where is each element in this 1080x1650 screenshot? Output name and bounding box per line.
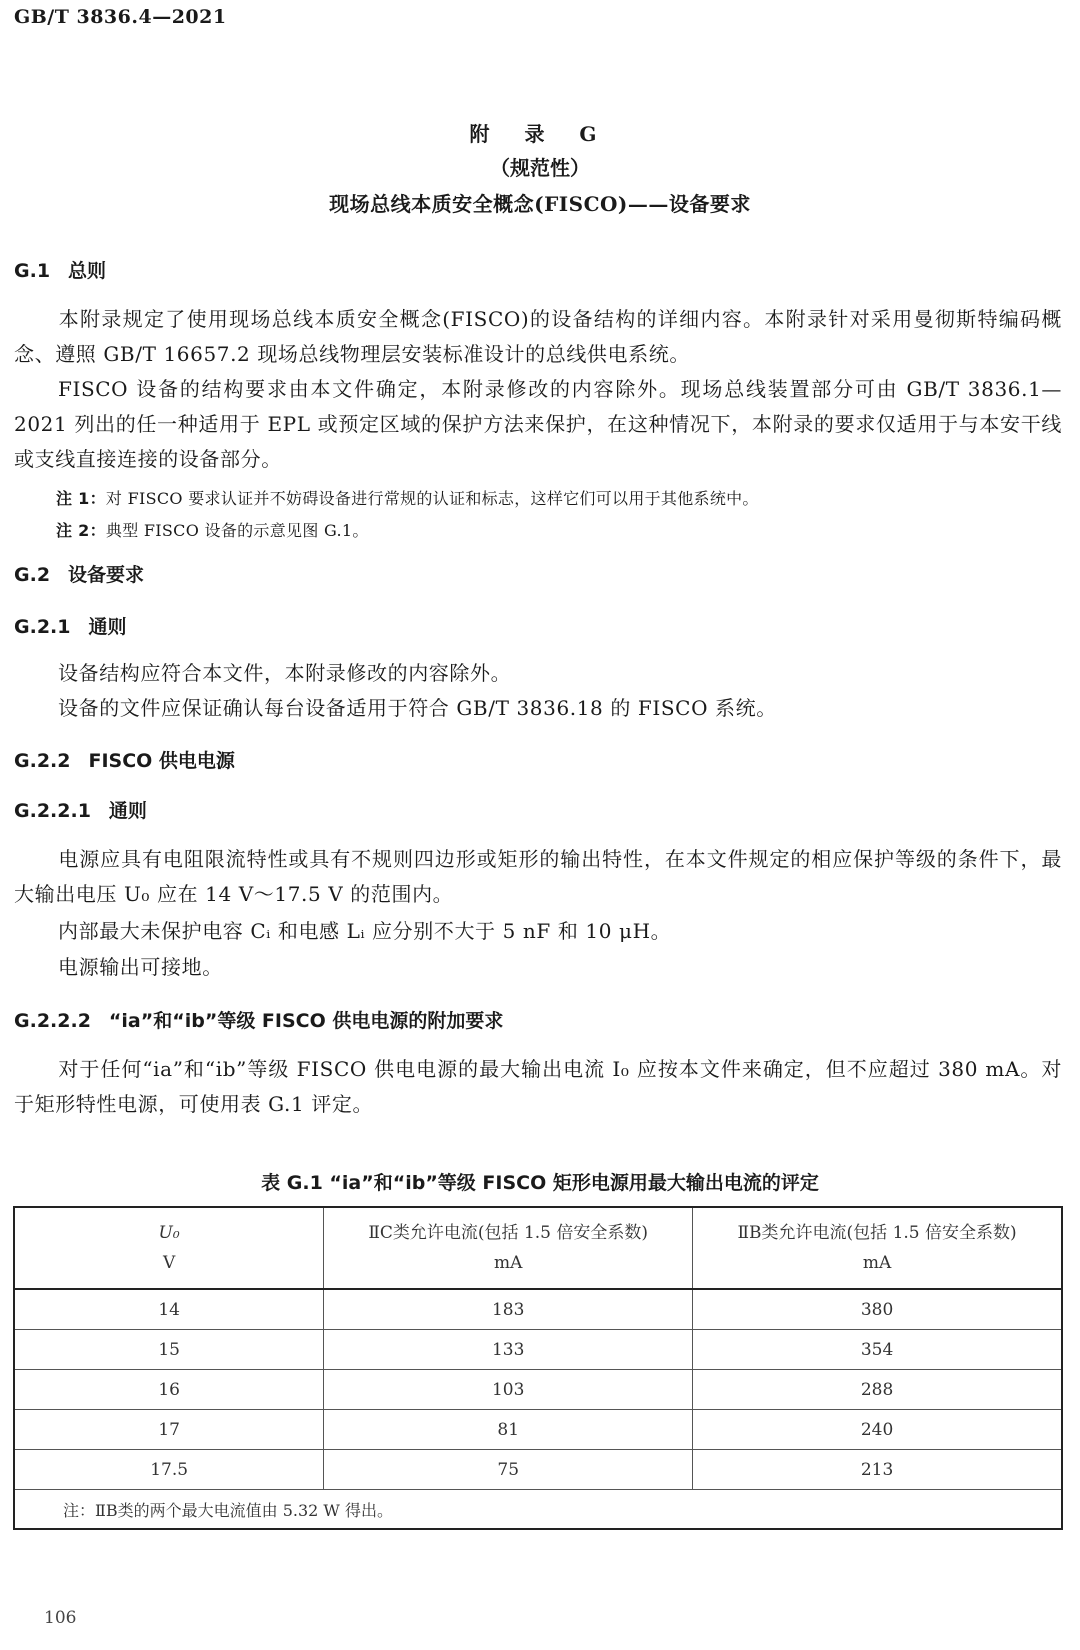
section-heading-g2-2-1	[14, 796, 147, 823]
table-header-row	[14, 1207, 1062, 1289]
standard-code: GB/T 3836.4—2021	[14, 6, 227, 28]
column-header-iib-current: ⅡB类允许电流(包括 1.5 倍安全系数) mA	[693, 1207, 1062, 1289]
table-cell: 240	[693, 1410, 1062, 1450]
table-cell: 81	[324, 1410, 693, 1450]
paragraph: 内部最大未保护电容 Cᵢ 和电感 Lᵢ 应分别不大于 5 nF 和 10 μH。	[58, 919, 672, 943]
table-cell: 16	[14, 1370, 324, 1410]
table-cell: 380	[693, 1289, 1062, 1330]
table-cell: 354	[693, 1330, 1062, 1370]
section-number: G.2.2.2	[14, 1010, 91, 1032]
section-number: G.2.2.1	[14, 800, 91, 822]
table-cell: 17.5	[14, 1450, 324, 1490]
annex-subtitle: 现场总线本质安全概念(FISCO)——设备要求	[329, 192, 751, 216]
table-row	[14, 1330, 1062, 1370]
section-title: “ia”和“ib”等级 FISCO 供电电源的附加要求	[108, 1010, 504, 1032]
column-header-voltage: U₀ V	[14, 1207, 324, 1289]
table-cell: 103	[324, 1370, 693, 1410]
table-note-row	[14, 1490, 1062, 1530]
section-title: FISCO 供电电源	[88, 750, 235, 772]
table-cell: 75	[324, 1450, 693, 1490]
paragraph: 电源输出可接地。	[58, 955, 223, 979]
table-caption: 表 G.1 “ia”和“ib”等级 FISCO 矩形电源用最大输出电流的评定	[261, 1172, 819, 1194]
table-row	[14, 1410, 1062, 1450]
page-number: 106	[44, 1608, 77, 1628]
column-header-iic-current: ⅡC类允许电流(包括 1.5 倍安全系数) mA	[324, 1207, 693, 1289]
section-heading-g2	[14, 560, 144, 587]
note-1: 注 1：对 FISCO 要求认证并不妨碍设备进行常规的认证和标志，这样它们可以用于其他系统中。	[56, 489, 759, 508]
section-number: G.2	[14, 564, 51, 586]
paragraph: 电源应具有电阻限流特性或具有不规则四边形或矩形的输出特性，在本文件规定的相应保护等级的条件下，最大输出电压 U₀ 应在 14 V～17.5 V 的范围内。	[14, 847, 1062, 906]
table-cell: 288	[693, 1370, 1062, 1410]
section-heading-g2-2-2	[14, 1006, 503, 1033]
paragraph: 对于任何“ia”和“ib”等级 FISCO 供电电源的最大输出电流 I₀ 应按本文件来确定，但不应超过 380 mA。对于矩形特性电源，可使用表 G.1 评定。	[14, 1057, 1062, 1116]
section-title: 通则	[108, 800, 147, 822]
table-row	[14, 1370, 1062, 1410]
paragraph: 设备的文件应保证确认每台设备适用于符合 GB/T 3836.18 的 FISCO 系统。	[58, 696, 777, 720]
current-rating-table	[13, 1206, 1063, 1530]
table-cell: 183	[324, 1289, 693, 1330]
table-cell: 15	[14, 1330, 324, 1370]
table-cell: 17	[14, 1410, 324, 1450]
section-number: G.2.1	[14, 616, 71, 638]
section-heading-g2-1	[14, 612, 127, 639]
table-cell: 213	[693, 1450, 1062, 1490]
table-note: 注：ⅡB类的两个最大电流值由 5.32 W 得出。	[14, 1490, 1062, 1530]
section-number: G.2.2	[14, 750, 71, 772]
section-title: 设备要求	[68, 564, 145, 586]
table-cell: 14	[14, 1289, 324, 1330]
table-cell: 133	[324, 1330, 693, 1370]
annex-title: 附 录 G	[469, 122, 611, 146]
note-2: 注 2：典型 FISCO 设备的示意见图 G.1。	[56, 521, 369, 540]
table-row	[14, 1289, 1062, 1330]
annex-title-block	[0, 118, 1080, 222]
section-heading-g2-2	[14, 746, 235, 773]
section-title: 通则	[88, 616, 127, 638]
annex-normative-label: （规范性）	[490, 156, 590, 180]
section-heading-g1	[14, 256, 106, 283]
section-title: 总则	[68, 260, 107, 282]
paragraph: FISCO 设备的结构要求由本文件确定，本附录修改的内容除外。现场总线装置部分可由 GB/T 3836.1—2021 列出的任一种适用于 EPL 或预定区域的保护方法来保护，在这种情况下，本附录的要求仅适用于与本安干线或支线直接连接的设备部分。	[14, 377, 1062, 471]
table-row	[14, 1450, 1062, 1490]
paragraph: 本附录规定了使用现场总线本质安全概念(FISCO)的设备结构的详细内容。本附录针对采用曼彻斯特编码概念、遵照 GB/T 16657.2 现场总线物理层安装标准设计的总线供电系统。	[14, 307, 1062, 366]
section-number: G.1	[14, 260, 51, 282]
paragraph: 设备结构应符合本文件，本附录修改的内容除外。	[58, 661, 512, 685]
